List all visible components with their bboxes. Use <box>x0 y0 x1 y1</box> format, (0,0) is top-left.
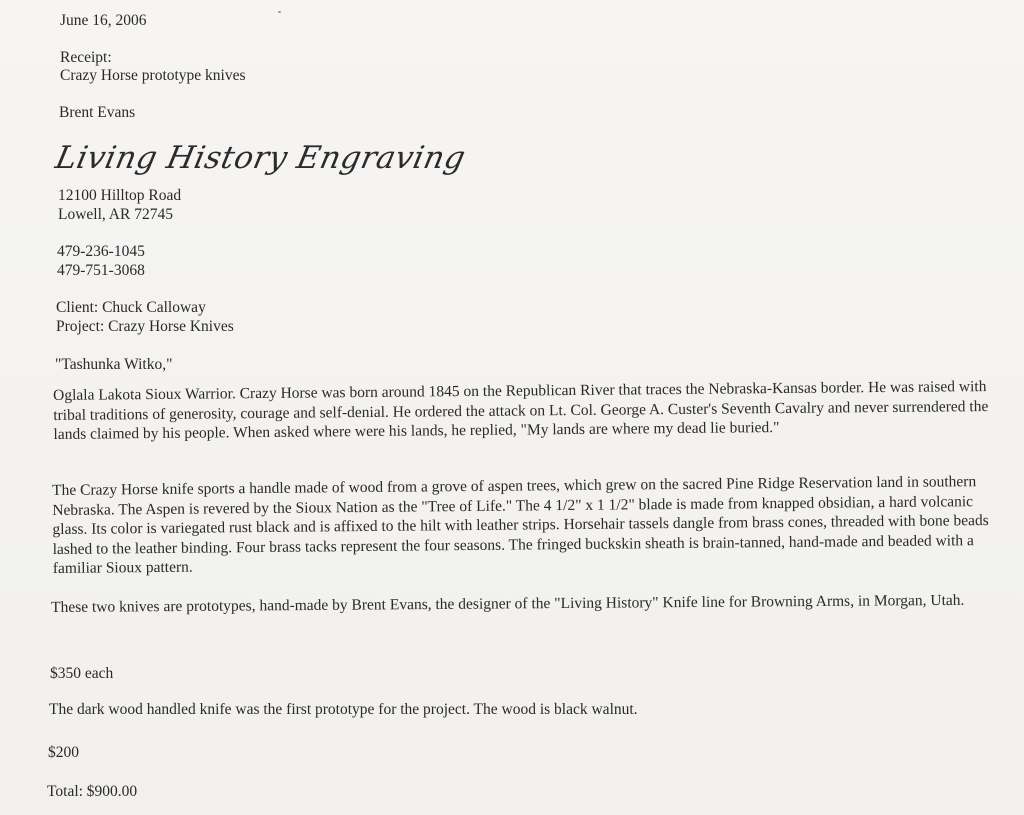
paragraph-knife-description: The Crazy Horse knife sports a handle made of wood from a grove of aspen trees, which grew on the sacred Pine Ridge Reservation land in southern Nebraska. The Aspen is revered by the Sioux Nation as the "Tree of Life." The 4 1/2" x 1 1/2" blade is made from knapped obsidian, a hard volcanic glass. Its color is variegated rust black and is affixed to the hilt with leather strips. Horsehair tassels dangle from brass cones, threaded with bone beads lashed to the leather binding. Four brass tacks represent the four seasons. The fringed buckskin sheath is brain-tanned, hand-made and beaded with a familiar Sioux pattern. <box>52 473 989 577</box>
price-each: $350 each <box>50 665 114 682</box>
designer-name: Brent Evans <box>59 104 136 121</box>
dark-wood-note: The dark wood handled knife was the first prototype for the project. The wood is black walnut. <box>49 701 638 718</box>
address-line-2: Lowell, AR 72745 <box>58 206 173 223</box>
paper-speck <box>278 11 281 13</box>
total-line: Total: $900.00 <box>47 783 138 800</box>
receipt-item: Crazy Horse prototype knives <box>60 67 246 84</box>
address-line-1: 12100 Hilltop Road <box>58 187 182 204</box>
receipt-date: June 16, 2006 <box>60 12 147 29</box>
company-logo: Living History Engraving <box>52 140 469 176</box>
phone-2: 479-751-3068 <box>57 262 145 279</box>
paragraph-prototypes: These two knives are prototypes, hand-made by Brent Evans, the designer of the "Living History" Knife line for Browning Arms, in Morgan, Utah. <box>51 591 965 616</box>
quote-name: "Tashunka Witko," <box>55 356 173 373</box>
phone-1: 479-236-1045 <box>57 243 145 260</box>
receipt-label: Receipt: <box>60 49 112 66</box>
paragraph-biography: Oglala Lakota Sioux Warrior. Crazy Horse was born around 1845 on the Republican River that traces the Nebraska-Kansas border. He was raised with tribal traditions of generosity, courage and self-denial. He ordered the attack on Lt. Col. George A. Custer's Seventh Cavalry and never surrendered the lands claimed by his people. When asked where were his lands, he replied, "My lands are where my dead lie buried." <box>53 378 989 443</box>
project-line: Project: Crazy Horse Knives <box>56 318 234 335</box>
price-dark-wood: $200 <box>48 744 79 761</box>
client-line: Client: Chuck Calloway <box>56 299 206 316</box>
